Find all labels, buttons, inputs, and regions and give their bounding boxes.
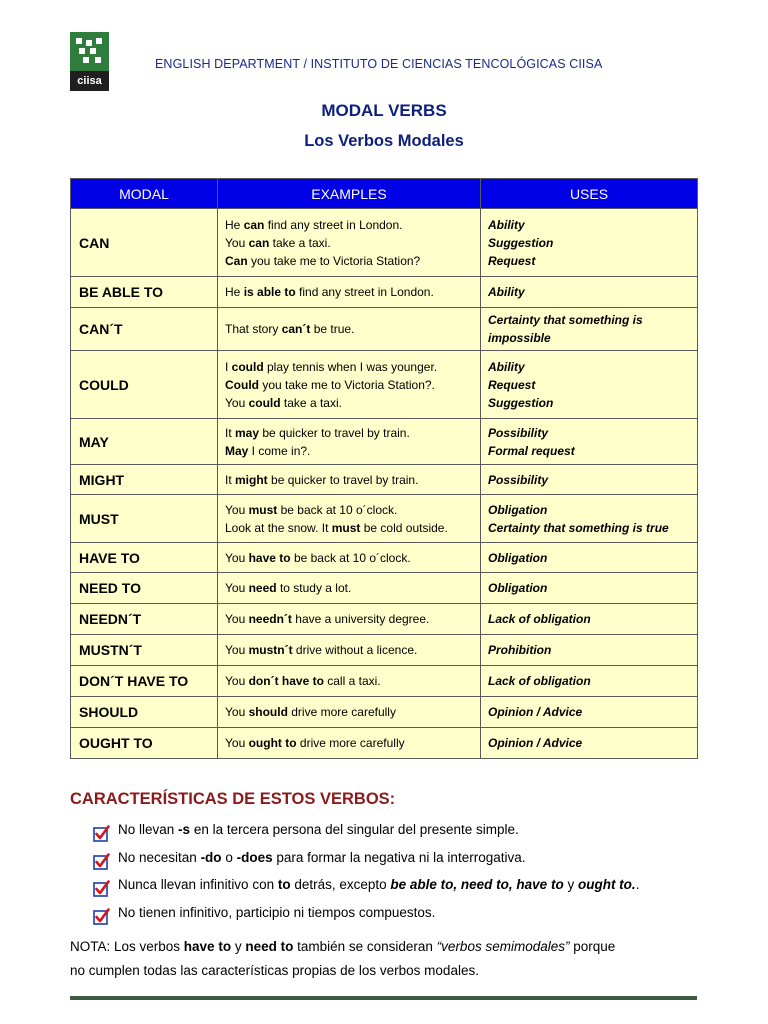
body-text: detrás, excepto — [290, 877, 391, 892]
example-sentence — [225, 252, 474, 270]
use-label: Opinion / Advice — [488, 705, 583, 719]
modal-verbs-table — [70, 178, 698, 759]
body-text: No tienen infinitivo, participio ni tiempos compuestos. — [118, 904, 436, 920]
modal-highlight: need — [248, 581, 277, 595]
body-text: también se consideran — [293, 939, 437, 954]
modal-cell: NEED TO — [71, 573, 218, 604]
checkbox-checked-icon — [93, 853, 110, 870]
example-text: drive more carefully — [296, 736, 405, 750]
example-text: You — [225, 612, 249, 626]
characteristic-text — [118, 820, 519, 840]
use-label: Obligation — [488, 550, 548, 565]
modal-highlight: is able to — [243, 285, 296, 299]
example-text: It — [225, 425, 236, 440]
table-row — [71, 351, 698, 419]
emphasis-text: -s — [178, 822, 191, 837]
table-row — [71, 495, 698, 543]
body-text: Nunca llevan infinitivo con — [118, 877, 278, 892]
example-text: find any street in London. — [295, 285, 434, 299]
example-text: He — [225, 285, 244, 299]
checkbox-checked-icon — [93, 880, 110, 897]
uses-cell — [481, 666, 698, 697]
modal-cell: MUSTN´T — [71, 635, 218, 666]
table-row — [71, 308, 698, 351]
example-text: you take me to Victoria Station? — [247, 253, 421, 268]
use-label: Ability — [488, 285, 525, 299]
modal-cell: DON´T HAVE TO — [71, 666, 218, 697]
examples-cell — [218, 351, 481, 419]
characteristic-text — [118, 875, 639, 895]
table-row — [71, 543, 698, 573]
examples-cell — [218, 209, 481, 277]
uses-cell — [481, 697, 698, 728]
body-text: . — [635, 877, 640, 892]
modal-cell: MIGHT — [71, 465, 218, 495]
example-text: It — [225, 472, 236, 487]
emphasis-text: “verbos semimodales” — [436, 939, 570, 954]
use-label: Ability — [488, 359, 525, 374]
body-text: o — [221, 849, 237, 865]
checkbox-checked-icon — [93, 908, 110, 925]
example-text: You — [225, 581, 249, 595]
modal-highlight: can´t — [281, 322, 311, 336]
example-text: You — [225, 550, 249, 565]
example-text: be quicker to travel by train. — [267, 472, 419, 487]
body-text: no cumplen todas las características propias de los verbos modales. — [70, 963, 479, 978]
modal-cell: BE ABLE TO — [71, 277, 218, 308]
use-label: Obligation — [488, 581, 548, 595]
emphasis-text: be able to, need to, have to — [390, 877, 564, 892]
modal-cell: COULD — [71, 351, 218, 419]
example-text: have a university degree. — [291, 612, 430, 626]
use-label: Request — [488, 377, 536, 392]
characteristic-text — [118, 848, 525, 868]
table-row — [71, 666, 698, 697]
examples-cell — [218, 465, 481, 495]
page-subtitle: Los Verbos Modales — [304, 132, 464, 150]
modal-highlight: have to — [248, 550, 291, 565]
note-line — [70, 959, 615, 983]
body-text: y — [563, 877, 578, 892]
table-row — [71, 573, 698, 604]
modal-cell: CAN — [71, 209, 218, 277]
table-row — [71, 465, 698, 495]
modal-highlight: May — [225, 443, 249, 458]
modal-cell: SHOULD — [71, 697, 218, 728]
emphasis-text: need to — [245, 939, 294, 954]
ciisa-logo — [70, 32, 109, 91]
body-text: y — [231, 939, 246, 954]
modal-highlight: mustn´t — [248, 643, 293, 657]
examples-cell — [218, 573, 481, 604]
examples-cell — [218, 277, 481, 308]
modal-highlight: Can — [225, 253, 248, 268]
modal-cell: OUGHT TO — [71, 728, 218, 759]
column-header-modal: MODAL — [71, 179, 218, 209]
examples-cell — [218, 697, 481, 728]
column-header-uses: USES — [481, 179, 698, 209]
example-text: be true. — [310, 322, 355, 336]
uses-cell — [481, 308, 698, 351]
emphasis-text: -do — [200, 849, 222, 865]
examples-cell — [218, 635, 481, 666]
modal-highlight: must — [248, 502, 278, 517]
use-label: Suggestion — [488, 235, 554, 250]
modal-cell: CAN´T — [71, 308, 218, 351]
example-text: you take me to Victoria Station?. — [259, 377, 435, 392]
example-text: That story — [225, 322, 282, 336]
emphasis-text: have to — [183, 939, 232, 954]
use-label: Certainty that something is — [488, 313, 643, 327]
table-row — [71, 419, 698, 465]
use-label: Certainty that something is true — [488, 520, 669, 535]
note-line — [70, 935, 615, 959]
example-text: Look at the snow. It — [225, 520, 332, 535]
example-text: find any street in London. — [264, 217, 403, 232]
emphasis-text: -does — [236, 849, 273, 865]
table-row — [71, 604, 698, 635]
example-text: be back at 10 o´clock. — [290, 550, 411, 565]
uses-cell — [481, 573, 698, 604]
example-sentence — [225, 376, 474, 394]
modal-highlight: must — [331, 520, 361, 535]
examples-cell — [218, 543, 481, 573]
example-text: call a taxi. — [323, 674, 381, 688]
note-paragraph — [70, 935, 615, 983]
uses-cell — [481, 635, 698, 666]
examples-cell — [218, 728, 481, 759]
example-text: You — [225, 643, 249, 657]
table-row — [71, 728, 698, 759]
use-label: Suggestion — [488, 395, 554, 410]
example-sentence — [225, 442, 474, 460]
example-text: drive without a licence. — [292, 643, 418, 657]
table-row — [71, 209, 698, 277]
table-row — [71, 697, 698, 728]
examples-cell — [218, 308, 481, 351]
modal-highlight: could — [231, 359, 264, 374]
uses-cell — [481, 728, 698, 759]
modal-highlight: should — [248, 705, 288, 719]
example-sentence — [225, 471, 474, 489]
uses-cell — [481, 543, 698, 573]
example-sentence — [225, 579, 474, 597]
example-sentence — [225, 283, 474, 301]
logo-mark-icon — [76, 38, 103, 64]
column-header-examples: EXAMPLES — [218, 179, 481, 209]
use-label: Request — [488, 253, 536, 268]
example-sentence — [225, 234, 474, 252]
example-sentence — [225, 320, 474, 338]
example-sentence — [225, 216, 474, 234]
modal-highlight: needn´t — [248, 612, 292, 626]
body-text: NOTA: Los verbos — [70, 939, 184, 954]
uses-cell — [481, 351, 698, 419]
use-label: Ability — [488, 217, 525, 232]
examples-cell — [218, 419, 481, 465]
modal-cell: NEEDN´T — [71, 604, 218, 635]
table-row — [71, 635, 698, 666]
modal-highlight: ought to — [248, 736, 297, 750]
department-header: ENGLISH DEPARTMENT / INSTITUTO DE CIENCIAS TENCOLÓGICAS CIISA — [155, 57, 603, 71]
example-sentence — [225, 358, 474, 376]
example-sentence — [225, 641, 474, 659]
example-text: take a taxi. — [269, 235, 331, 250]
emphasis-text: ought to. — [577, 877, 636, 892]
example-sentence — [225, 672, 474, 690]
example-text: take a taxi. — [280, 395, 342, 410]
example-text: You — [225, 502, 249, 517]
table-row — [71, 277, 698, 308]
modal-highlight: might — [235, 472, 268, 487]
modal-highlight: can — [243, 217, 265, 232]
example-text: be quicker to travel by train. — [259, 425, 410, 440]
uses-cell — [481, 465, 698, 495]
example-text: You — [225, 705, 249, 719]
modal-cell: MUST — [71, 495, 218, 543]
example-sentence — [225, 394, 474, 412]
use-label: Lack of obligation — [488, 674, 591, 688]
examples-cell — [218, 666, 481, 697]
examples-cell — [218, 604, 481, 635]
example-text: drive more carefully — [287, 705, 396, 719]
use-label: Prohibition — [488, 643, 552, 657]
logo-text: ciisa — [70, 71, 109, 91]
characteristics-title: CARACTERÍSTICAS DE ESTOS VERBOS: — [70, 790, 396, 808]
use-label: impossible — [488, 331, 551, 345]
body-text: para formar la negativa ni la interrogativa. — [272, 849, 526, 865]
example-sentence — [225, 424, 474, 442]
modal-highlight: could — [248, 395, 281, 410]
uses-cell — [481, 419, 698, 465]
body-text: en la tercera persona del singular del presente simple. — [190, 822, 519, 837]
modal-cell: MAY — [71, 419, 218, 465]
examples-cell — [218, 495, 481, 543]
use-label: Possibility — [488, 425, 549, 440]
footer-divider — [70, 996, 697, 1000]
body-text: porque — [569, 939, 616, 954]
uses-cell — [481, 277, 698, 308]
example-sentence — [225, 610, 474, 628]
uses-cell — [481, 604, 698, 635]
modal-highlight: can — [248, 235, 270, 250]
characteristic-text — [118, 903, 435, 923]
uses-cell — [481, 209, 698, 277]
modal-highlight: Could — [225, 377, 259, 392]
example-sentence — [225, 501, 474, 519]
example-text: I — [225, 359, 232, 374]
example-text: You — [225, 235, 249, 250]
checkbox-checked-icon — [93, 825, 110, 842]
use-label: Lack of obligation — [488, 612, 591, 626]
example-sentence — [225, 734, 474, 752]
modal-highlight: don´t have to — [248, 674, 324, 688]
uses-cell — [481, 495, 698, 543]
page-title: MODAL VERBS — [321, 101, 447, 120]
emphasis-text: to — [277, 877, 291, 892]
example-text: You — [225, 736, 249, 750]
use-label: Possibility — [488, 472, 549, 487]
example-text: play tennis when I was younger. — [263, 359, 438, 374]
example-text: He — [225, 217, 244, 232]
example-text: be cold outside. — [360, 520, 448, 535]
example-text: to study a lot. — [276, 581, 352, 595]
example-sentence — [225, 519, 474, 537]
example-text: I come in?. — [248, 443, 311, 458]
use-label: Opinion / Advice — [488, 736, 583, 750]
example-text: be back at 10 o´clock. — [277, 502, 398, 517]
example-sentence — [225, 703, 474, 721]
modal-cell: HAVE TO — [71, 543, 218, 573]
use-label: Formal request — [488, 443, 575, 458]
example-text: You — [225, 395, 249, 410]
modal-highlight: may — [235, 425, 260, 440]
table-header-row — [71, 179, 698, 209]
example-text: You — [225, 674, 249, 688]
use-label: Obligation — [488, 502, 548, 517]
example-sentence — [225, 549, 474, 567]
body-text: No llevan — [118, 822, 179, 837]
body-text: No necesitan — [118, 849, 201, 865]
